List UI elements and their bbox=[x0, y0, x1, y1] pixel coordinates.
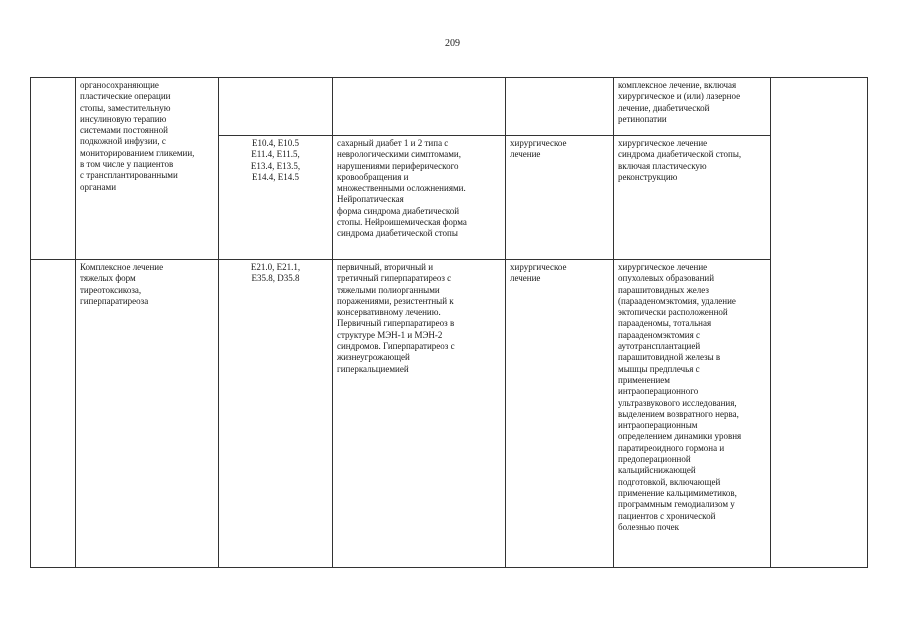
cell-patient-model bbox=[333, 78, 506, 136]
cell-procedure-name: Комплексное лечение тяжелых форм тиреотоксикоза, гиперпаратиреоза bbox=[76, 260, 219, 568]
page-number: 209 bbox=[445, 38, 460, 49]
table-row bbox=[31, 260, 868, 568]
cell-treatment-method: хирургическое лечение опухолевых образований парашитовидных желез (парааденомэктомия, удаление эктопически расположенной парааденомы, тотальная парааденомэктомия с аутотрансплантацией парашитовидной железы в мышцы предплечья с применением интраоперационного ультразвукового исследования, выделением возвратного нерва, интраоперационным определением динамики уровня паратиреоидного гормона и предоперационной кальцийснижающей подготовкой, включающей применение кальцимиметиков, программным гемодиализом у пациентов с хронической болезнью почек bbox=[614, 260, 771, 568]
cell-treatment-type: хирургическое лечение bbox=[506, 260, 614, 568]
cell-treatment-type bbox=[506, 78, 614, 136]
cell-icd-codes: E21.0, E21.1, E35.8, D35.8 bbox=[219, 260, 333, 568]
cell-treatment-method: хирургическое лечение синдрома диабетической стопы, включая пластическую реконструкцию bbox=[614, 136, 771, 260]
cell-patient-model: первичный, вторичный и третичный гиперпаратиреоз с тяжелыми полиорганными поражениями, резистентный к консервативному лечению. Первичный гиперпаратиреоз в структуре МЭН-1 и МЭН-2 синдромов. Гиперпаратиреоз с жизнеугрожающей гиперкальциемией bbox=[333, 260, 506, 568]
cell-icd-codes bbox=[219, 78, 333, 136]
cell-patient-model: сахарный диабет 1 и 2 типа с неврологическими симптомами, нарушениями периферического кровообращения и множественными осложнениями. Нейропатическая форма синдрома диабетической стопы. Нейроишемическая форма синдрома диабетической стопы bbox=[333, 136, 506, 260]
table-row bbox=[31, 78, 868, 136]
cell-cost bbox=[771, 78, 868, 568]
cell-treatment-type: хирургическое лечение bbox=[506, 136, 614, 260]
medical-care-table bbox=[30, 77, 868, 568]
cell-procedure-name: органосохраняющие пластические операции стопы, заместительную инсулиновую терапию системами постоянной подкожной инфузии, с мониторированием гликемии, в том числе у пациентов с трансплантированными органами bbox=[76, 78, 219, 260]
cell-icd-codes: E10.4, E10.5 E11.4, E11.5, E13.4, E13.5, E14.4, E14.5 bbox=[219, 136, 333, 260]
cell-number bbox=[31, 260, 76, 568]
cell-number bbox=[31, 78, 76, 260]
cell-treatment-method: комплексное лечение, включая хирургическое и (или) лазерное лечение, диабетической ретинопатии bbox=[614, 78, 771, 136]
